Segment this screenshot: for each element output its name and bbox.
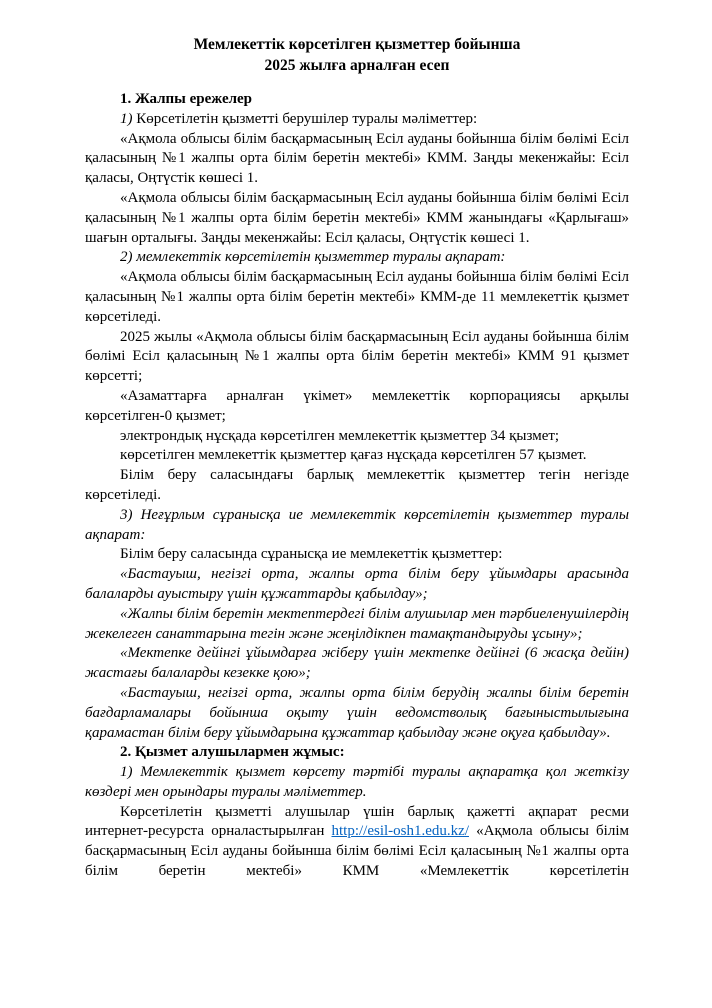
text-run: «Жалпы білім беретін мектептердегі білім алушылар мен тәрбиеленушілердің жекелеген санаттарына тегін және жеңілдікпен тамақтандыруды ұсыну»; (85, 605, 629, 642)
text-run: «Ақмола облысы білім басқармасының Есіл ауданы бойынша білім бөлімі Есіл қаласының №1 жалпы орта білім беретін мектебі» КММ «Мемлекеттік көрсетілетін (85, 823, 629, 880)
paragraph (85, 684, 629, 743)
text-run: 1) Мемлекеттік қызмет көрсету тәртібі туралы ақпаратқа қол жеткізу көздері мен орындары туралы мәліметтер. (85, 764, 629, 800)
text-run: Көрсетілетін қызметті алушылар үшін барлық қажетті ақпарат ресми интернет-ресурста орналастырылған (85, 803, 629, 840)
paragraph (85, 130, 629, 189)
title-line-1: Мемлекеттік көрсетілген қызметтер бойынша (193, 36, 521, 53)
paragraph (85, 644, 629, 684)
paragraph (85, 446, 629, 466)
text-run: «Бастауыш, негізгі орта, жалпы орта білім беру ұйымдары арасында балаларды ауыстыру үшін құжаттарды қабылдау»; (85, 566, 629, 602)
text-run: «Бастауыш, негізгі орта, жалпы орта білім берудің жалпы білім беретін бағдарламалары бойынша оқыту үшін ведомстволық бағыныстылығына қарамастан білім беру ұйымдарына құжаттар қабылдау және оқуға қабылдау». (85, 684, 629, 741)
text-run: 2025 жылы «Ақмола облысы білім басқармасының Есіл ауданы бойынша білім бөлімі Есіл қаласының №1 жалпы орта білім беретін мектебі» КММ 91 қызмет көрсетті; (85, 328, 629, 385)
text-run: 1) (120, 110, 137, 127)
title-line-2: 2025 жылға арналған есеп (264, 57, 450, 74)
text-run: Білім беру саласындағы барлық мемлекеттік қызметтер тегін негізде көрсетіледі. (85, 467, 629, 503)
text-run: «Ақмола облысы білім басқармасының Есіл ауданы бойынша білім бөлімі Есіл қаласының №1 жалпы орта білім беретін мектебі» КММ. Заңды мекенжайы: Есіл қаласы, Оңтүстік көшесі 1. (85, 130, 629, 187)
paragraph (85, 268, 629, 327)
section-heading (85, 743, 629, 763)
paragraph (85, 605, 629, 645)
paragraph (85, 565, 629, 605)
text-run: 1. Жалпы ережелер (120, 91, 253, 107)
paragraph (85, 545, 629, 565)
paragraph (85, 763, 629, 803)
text-run: электрондық нұсқада көрсетілген мемлекеттік қызметтер 34 қызмет; (120, 427, 560, 444)
text-run: 2. Қызмет алушылармен жұмыс: (120, 744, 345, 761)
text-run: «Азаматтарға арналған үкімет» мемлекеттік корпорациясы арқылы көрсетілген-0 қызмет; (85, 387, 629, 424)
section-heading (85, 90, 629, 110)
text-run: «Ақмола облысы білім басқармасының Есіл ауданы бойынша білім бөлімі Есіл қаласының №1 жалпы орта білім беретін мектебі» КММ-де 11 мемлекеттік қызмет көрсетіледі. (85, 269, 629, 325)
text-run: көрсетілген мемлекеттік қызметтер қағаз нұсқада көрсетілген 57 қызмет. (120, 447, 587, 464)
paragraph (85, 466, 629, 506)
text-run: «Ақмола облысы білім басқармасының Есіл ауданы бойынша білім бөлімі Есіл қаласының №1 жалпы орта білім беретін мектебі» КММ жанындағы «Қарлығаш» шағын орталығы. Заңды мекенжайы: Есіл қаласы, Оңтүстік көшесі 1. (85, 189, 629, 246)
text-run: Көрсетілетін қызметті берушілер туралы мәліметтер: (136, 110, 478, 127)
website-link[interactable]: http://esil-osh1.edu.kz/ (331, 823, 469, 840)
paragraph (85, 328, 629, 387)
paragraph (85, 110, 629, 130)
document-title (85, 34, 629, 76)
document-body (85, 90, 629, 882)
paragraph (85, 427, 629, 447)
paragraph (85, 248, 629, 268)
text-run: 2) мемлекеттік көрсетілетін қызметтер туралы ақпарат: (120, 249, 506, 266)
text-run: «Мектепке дейінгі ұйымдарға жіберу үшін мектепке дейінгі (6 жасқа дейін) жастағы балаларды кезекке қою»; (85, 645, 629, 682)
text-run: Білім беру саласында сұранысқа ие мемлекеттік қызметтер: (120, 546, 503, 563)
text-run: 3) Неғұрлым сұранысқа ие мемлекеттік көрсетілетін қызметтер туралы ақпарат: (85, 506, 629, 543)
paragraph (85, 189, 629, 248)
paragraph (85, 803, 629, 882)
paragraph (85, 387, 629, 427)
paragraph (85, 506, 629, 546)
